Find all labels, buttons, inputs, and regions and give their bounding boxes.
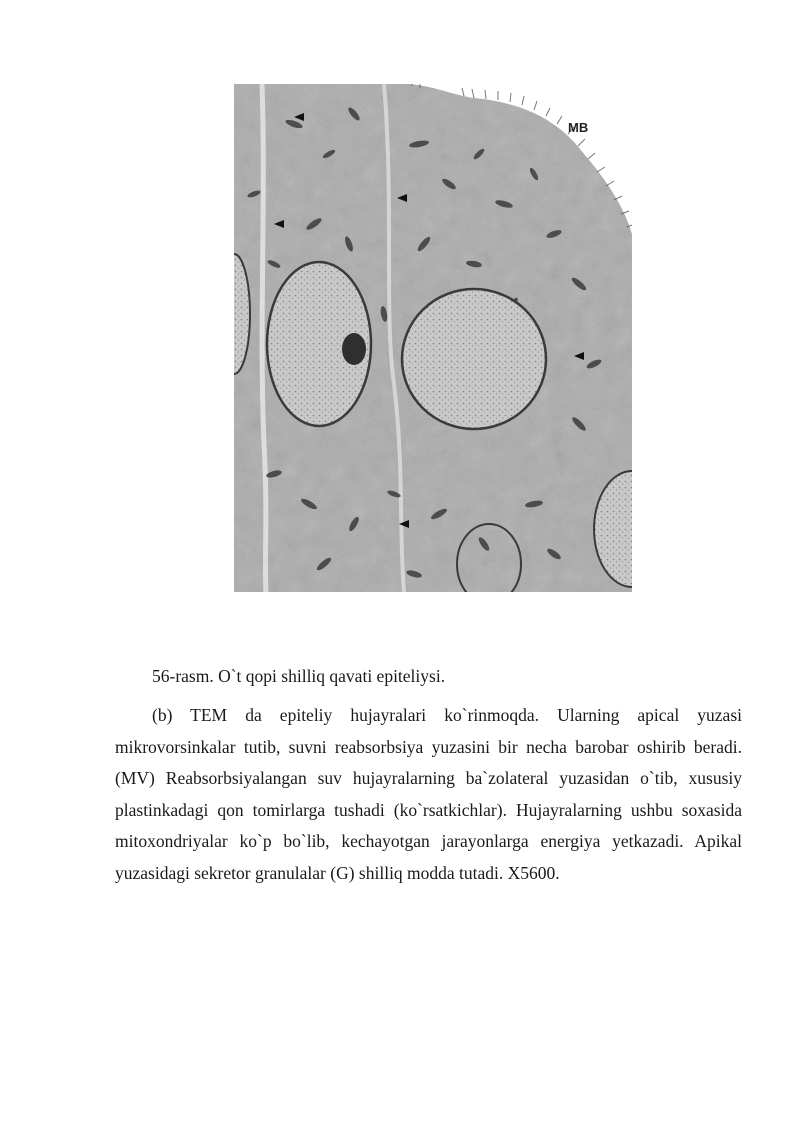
figure-label-mb: MB <box>568 120 589 135</box>
figure-caption: 56-rasm. O`t qopi shilliq qavati epiteliysi. <box>152 666 446 686</box>
tem-micrograph <box>234 84 632 592</box>
body-paragraph: (b) TEM da epiteliy hujayralari ko`rinmoqda. Ularning apical yuzasi mikrovorsinkalar tutib, suvni reabsorbsiya yuzasini bir necha barobar oshirib beradi. (MV) Reabsorbsiyalangan suv hujayralarning ba`zolateral yuzasidan o`tib, xususiy plastinkadagi qon tomirlarga tushadi (ko`rsatkichlar). Hujayralarning ushbu soxasida mitoxondriyalar ko`p bo`lib, kechayotgan jarayonlarga energiya yetkazadi. Apikal yuzasidagi sekretor granulalar (G) shilliq modda tutadi. X5600. <box>115 705 742 883</box>
micrograph-image <box>234 84 632 592</box>
